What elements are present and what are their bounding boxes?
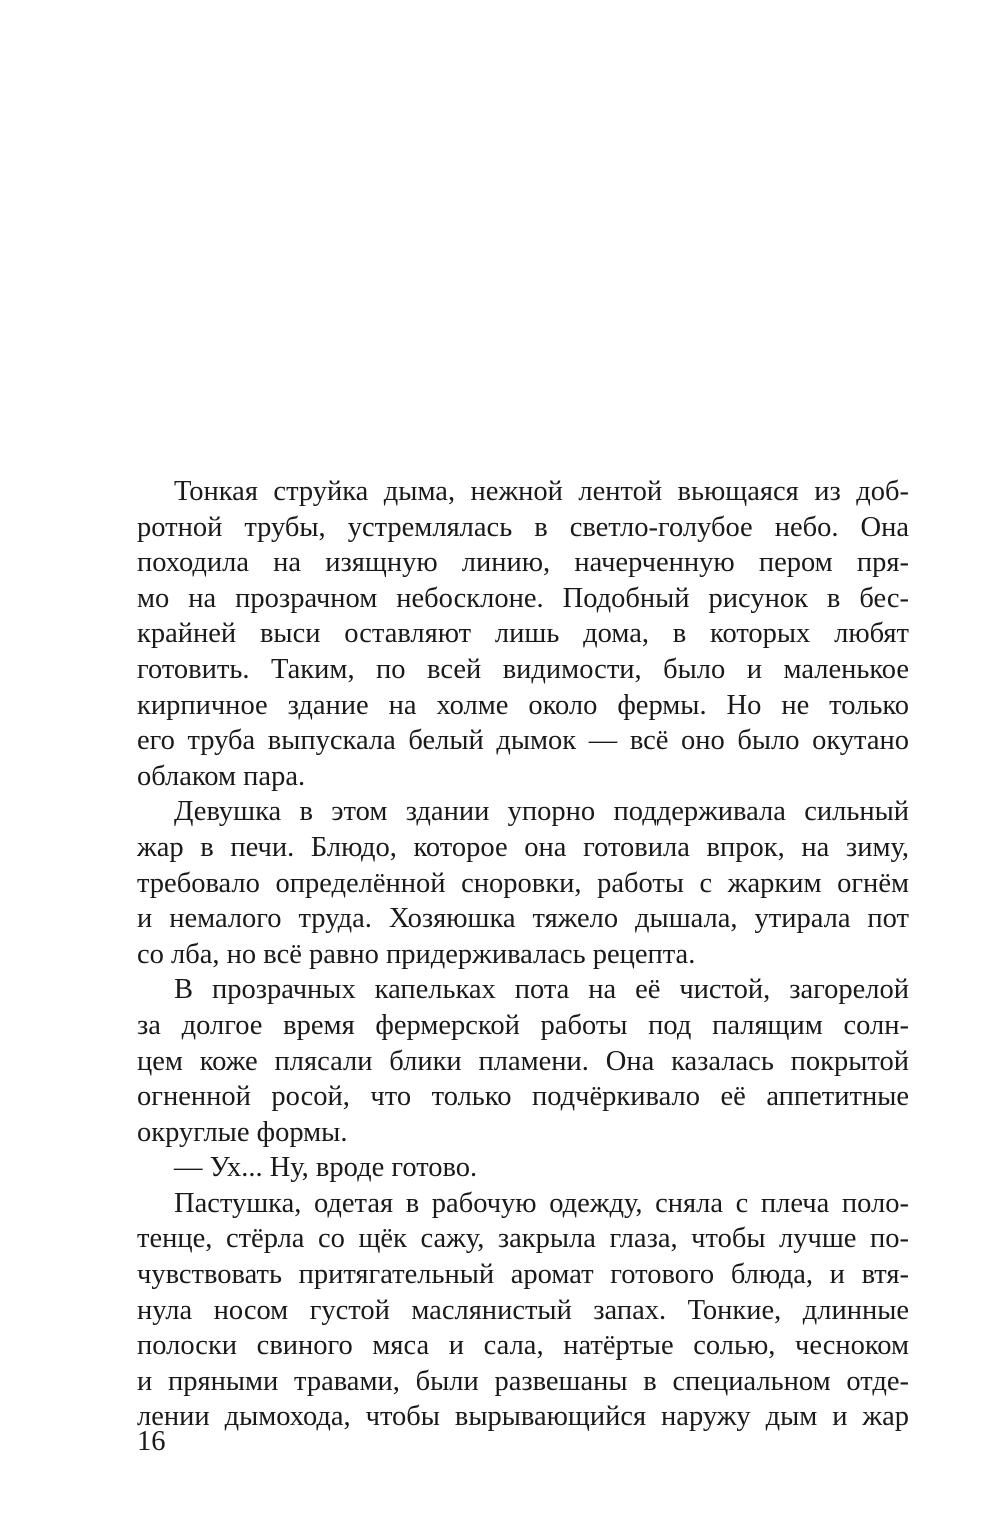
text-line: со лба, но всё равно придерживалась рецепта.	[137, 938, 696, 970]
body-text	[137, 474, 909, 1435]
text-line: жар в печи. Блюдо, которое она готовила впрок, на зиму,	[137, 831, 909, 863]
text-line: полоски свиного мяса и сала, натёртые солью, чесноком	[137, 1330, 909, 1362]
text-line: округлые формы.	[137, 1116, 348, 1148]
text-line: облаком пара.	[137, 760, 306, 792]
text-line: мо на прозрачном небосклоне. Подобный рисунок в бес-	[137, 582, 909, 614]
text-line: Пастушка, одетая в рабочую одежду, сняла с плеча поло-	[174, 1187, 909, 1219]
text-line: чувствовать притягательный аромат готового блюда, и втя-	[137, 1259, 909, 1291]
text-line: готовить. Таким, по всей видимости, было и маленькое	[137, 653, 909, 685]
text-line: цем коже плясали блики пламени. Она казалась покрытой	[137, 1045, 909, 1077]
text-line: нула носом густой маслянистый запах. Тонкие, длинные	[137, 1294, 909, 1326]
text-line: крайней выси оставляют лишь дома, в которых любят	[137, 618, 909, 650]
text-line: и немалого труда. Хозяюшка тяжело дышала, утирала пот	[137, 903, 909, 935]
text-line: кирпичное здание на холме около фермы. Но не только	[137, 689, 909, 721]
text-line: его труба выпускала белый дымок — всё оно было окутано	[137, 725, 909, 757]
text-line: лении дымохода, чтобы вырывающийся наружу дым и жар	[137, 1401, 909, 1433]
text-line: огненной росой, что только подчёркивало её аппетитные	[137, 1081, 909, 1113]
dialogue-line: — Ух... Ну, вроде готово.	[174, 1152, 478, 1184]
text-line: тенце, стёрла со щёк сажу, закрыла глаза, чтобы лучше по-	[137, 1223, 909, 1255]
text-line: походила на изящную линию, начерченную пером пря-	[137, 547, 909, 579]
page-number: 16	[137, 1426, 166, 1457]
text-line: ротной трубы, устремлялась в светло-голубое небо. Она	[137, 511, 909, 543]
text-line: Тонкая струйка дыма, нежной лентой вьющаяся из доб-	[174, 476, 909, 507]
text-line: за долгое время фермерской работы под палящим солн-	[137, 1009, 909, 1041]
text-line: требовало определённой сноровки, работы с жарким огнём	[137, 867, 909, 899]
text-line: и пряными травами, были развешаны в специальном отде-	[137, 1365, 909, 1397]
text-line: В прозрачных капельках пота на её чистой, загорелой	[174, 974, 909, 1006]
text-line: Девушка в этом здании упорно поддерживала сильный	[174, 796, 909, 828]
